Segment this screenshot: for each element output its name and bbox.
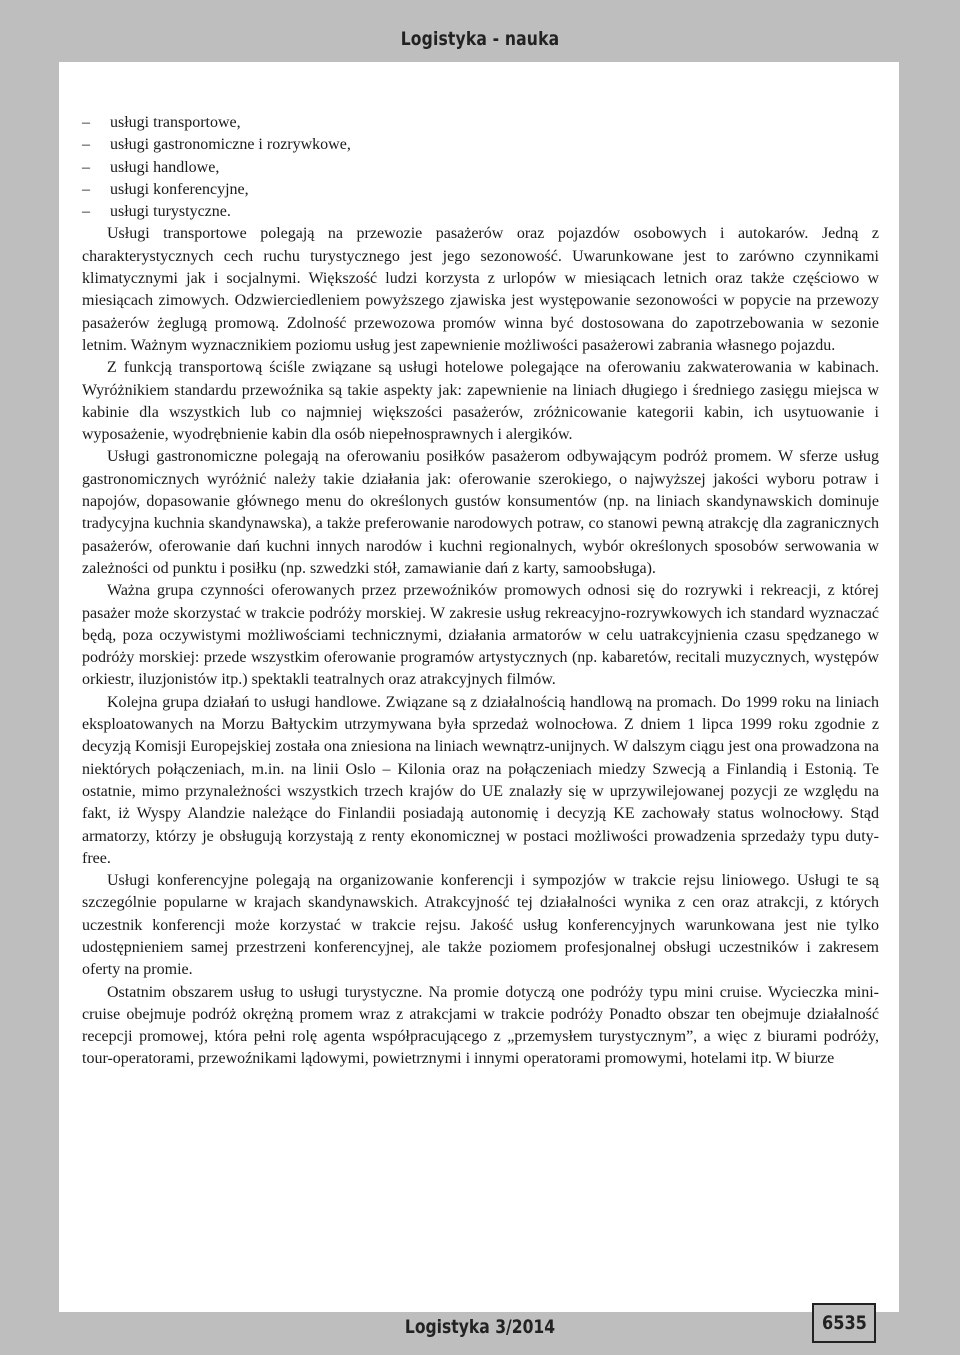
list-item: – usługi turystyczne.	[82, 201, 879, 223]
page-number-box	[812, 1303, 876, 1343]
paragraph-tourism: Ostatnim obszarem usług to usługi turystyczne. Na promie dotyczą one podróży typu mini cruise. Wycieczka mini-cruise obejmuje podróż okrężną promem wraz z atrakcjami w trakcie podróży Ponadto obszar ten obejmuje działalność recepcji promowej, która pełni rolę agenta współpracującego z „przemysłem turystycznym”, a więc z biurami podróży, tour-operatorami, przewoźnikami lądowymi, powietrznymi i innymi operatorami promowymi, hotelami itp. W biurze	[82, 983, 879, 1068]
paragraph-transport: Usługi transportowe polegają na przewozie pasażerów oraz pojazdów osobowych i autokarów. Jedną z charakterystycznych cech ruchu turystycznego jest jego sezonowość. Uwarunkowane jest to zarówno czynnikami klimatycznymi jak i socjalnymi. Większość ludzi korzysta z urlopów w miesiącach letnich oraz także częściowo w miesiącach zimowych. Odzwierciedleniem powyższego zjawiska jest występowanie sezonowości w popycie na przewozy pasażerów żeglugą promową. Zdolność przewozowa promów winna być dostosowana do zapotrzebowania w sezonie letnim. Ważnym wyznacznikiem poziomu usług jest zapewnienie możliwości pasażerowi zabrania własnego pojazdu.	[82, 225, 879, 354]
list-item: – usługi gastronomiczne i rozrywkowe,	[82, 134, 879, 156]
list-item: – usługi transportowe,	[82, 112, 879, 134]
paragraph-entertainment: Ważna grupa czynności oferowanych przez przewoźników promowych odnosi się do rozrywki i rekreacji, z której pasażer może skorzystać w trakcie podróży morskiej. W zakresie usług rekreacyjno-rozrywkowych ich standard wyznaczać będą, poza oczywistymi możliwościami technicznymi, działania armatorów w celu uatrakcyjnienia czasu spędzanego w podróży morskiej: przede wszystkim oferowanie programów artystycznych (np. kabaretów, recitali muzycznych, występów orkiestr, iluzjonistów itp.) spektakli teatralnych oraz atrakcyjnych filmów.	[82, 582, 879, 689]
paragraph-trade: Kolejna grupa działań to usługi handlowe. Związane są z działalnością handlową na promach. Do 1999 roku na liniach eksploatowanych na Morzu Bałtyckim utrzymywana była sprzedaż wolnocłowa. Z dniem 1 lipca 1999 roku zgodnie z decyzją Komisji Europejskiej została ona zniesiona na liniach wewnątrz-unijnych. W dalszym ciągu jest ona prowadzona na niektórych połączeniach, m.in. na linii Oslo – Kilonia oraz na połączeniach miedzy Szwecją a Finlandią i Estonią. Te ostatnie, mimo przynależności wszystkich trzech krajów do UE znalazły się w uprzywilejowanej pozycji ze względu na fakt, iż Wyspy Alandzie należące do Finlandii posiadają autonomię i decyzją KE zachowały status wolnocłowy. Stąd armatorzy, którzy je obsługują korzystają z renty ekonomicznej w postaci możliwości prowadzenia sprzedaży typu duty-free.	[82, 693, 879, 867]
article-body	[82, 112, 879, 1071]
paragraph-conference: Usługi konferencyjne polegają na organizowanie konferencji i sympozjów w trakcie rejsu liniowego. Usługi te są szczególnie popularne w krajach skandynawskich. Atrakcyjność tej działalności wynika z cen oraz atrakcji, z których uczestnik konferencji może korzystać w trakcie rejsu. Jakość usług konferencyjnych warunkowana jest nie tylko udostępnieniem samej przestrzeni konferencyjnej, ale także poziomem profesjonalnej obsługi uczestników i zakresem oferty na promie.	[82, 872, 879, 979]
list-item: – usługi konferencyjne,	[82, 179, 879, 201]
list-item: – usługi handlowe,	[82, 157, 879, 179]
services-list	[82, 112, 879, 223]
running-header-title: Logistyka - nauka	[400, 28, 560, 50]
paragraph-hotel: Z funkcją transportową ściśle związane są usługi hotelowe polegające na oferowaniu zakwaterowania w kabinach. Wyróżnikiem standardu przewoźnika są takie aspekty jak: zapewnienie na liniach długiego i średniego zasięgu miejsca w kabinie dla wszystkich lub co najmniej większości pasażerów, zróżnicowanie kategorii kabin, ich usytuowanie i wyposażenie, wyodrębnienie kabin dla osób niepełnosprawnych i alergików.	[82, 359, 879, 444]
journal-footer: Logistyka 3/2014	[404, 1316, 556, 1338]
page-number: 6535	[821, 1312, 867, 1334]
paragraph-gastronomy: Usługi gastronomiczne polegają na oferowaniu posiłków pasażerom odbywającym podróż promem. W sferze usług gastronomicznych wyróżnić należy takie działania jak: oferowanie szerokiego, o najwyższej jakości wyboru potraw i napojów, dopasowanie głównego menu do określonych gustów konsumentów (np. na liniach skandynawskich dominuje tradycyjna kuchnia skandynawska), a także preferowanie narodowych potraw, co stanowi pewną atrakcję dla zagranicznych pasażerów, oferowanie dań kuchni innych narodów i kuchni regionalnych, wybór określonych sposobów serwowania w zależności od punktu i posiłku (np. szwedzki stół, zamawianie dań z karty, samoobsługa).	[82, 448, 879, 577]
